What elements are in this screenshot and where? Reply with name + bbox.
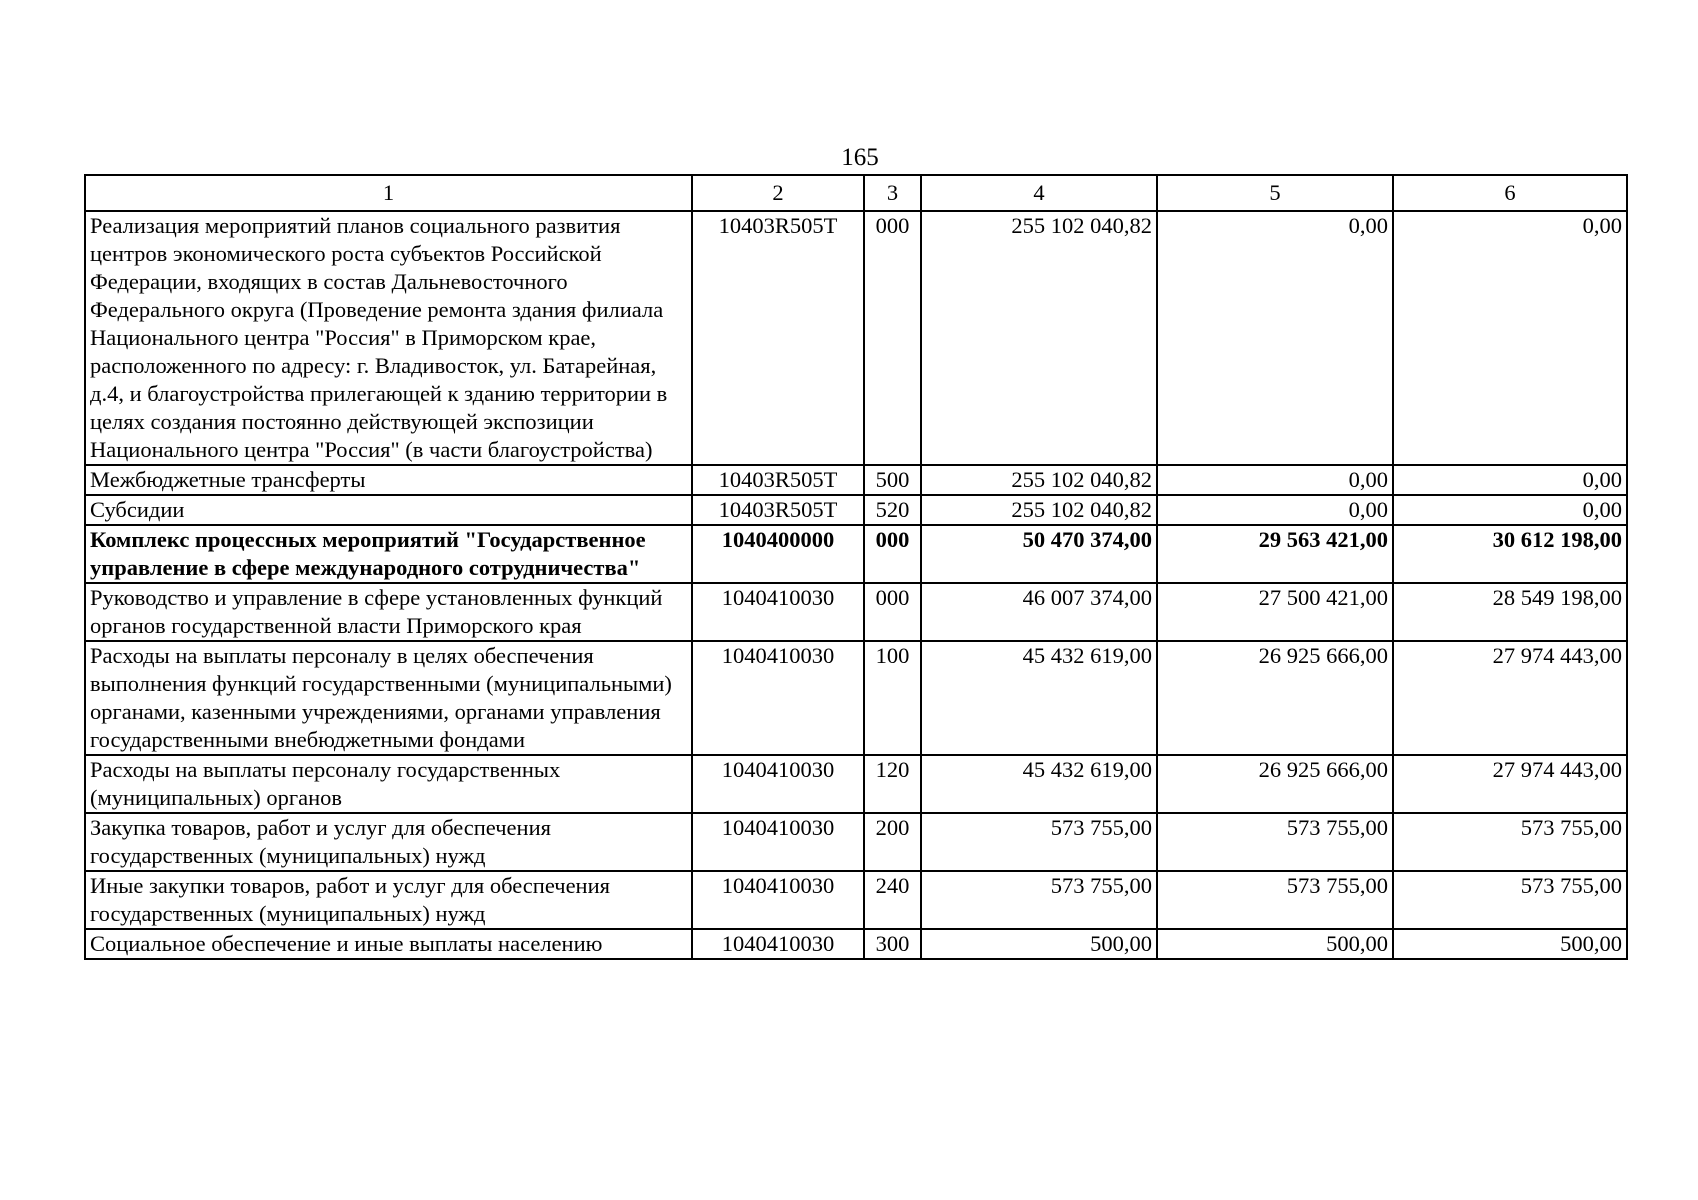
row-value-4-cell: 46 007 374,00 [921, 583, 1157, 641]
column-header-1: 1 [85, 175, 692, 211]
column-header-6: 6 [1393, 175, 1627, 211]
table-header-row [85, 175, 1627, 211]
page-number: 165 [841, 144, 879, 171]
row-code-cell: 1040410030 [692, 871, 864, 929]
table-row [85, 495, 1627, 525]
row-value-6-cell: 573 755,00 [1393, 871, 1627, 929]
column-header-2: 2 [692, 175, 864, 211]
column-header-4: 4 [921, 175, 1157, 211]
table-row [85, 929, 1627, 959]
row-code-cell: 1040410030 [692, 813, 864, 871]
row-code-cell: 1040410030 [692, 583, 864, 641]
table-row [85, 755, 1627, 813]
row-value-5-cell: 29 563 421,00 [1157, 525, 1393, 583]
row-kvr-cell: 520 [864, 495, 921, 525]
table-row [85, 525, 1627, 583]
row-name-cell: Социальное обеспечение и иные выплаты населению [85, 929, 692, 959]
row-code-cell: 1040410030 [692, 641, 864, 755]
row-code-cell: 10403R505T [692, 495, 864, 525]
row-name-cell: Расходы на выплаты персоналу в целях обеспечения выполнения функций государственными (муниципальными) органами, казенными учреждениями, органами управления государственными внебюджетными фондами [85, 641, 692, 755]
row-value-5-cell: 27 500 421,00 [1157, 583, 1393, 641]
row-value-6-cell: 28 549 198,00 [1393, 583, 1627, 641]
row-kvr-cell: 000 [864, 525, 921, 583]
row-name-cell: Руководство и управление в сфере установленных функций органов государственной власти Приморского края [85, 583, 692, 641]
row-kvr-cell: 240 [864, 871, 921, 929]
row-value-5-cell: 0,00 [1157, 495, 1393, 525]
row-kvr-cell: 500 [864, 465, 921, 495]
row-value-4-cell: 500,00 [921, 929, 1157, 959]
table-row [85, 641, 1627, 755]
column-header-5: 5 [1157, 175, 1393, 211]
table-row [85, 465, 1627, 495]
table-row [85, 211, 1627, 465]
row-value-6-cell: 500,00 [1393, 929, 1627, 959]
budget-table-body [85, 175, 1627, 959]
row-value-5-cell: 573 755,00 [1157, 813, 1393, 871]
row-value-4-cell: 45 432 619,00 [921, 755, 1157, 813]
row-value-5-cell: 573 755,00 [1157, 871, 1393, 929]
budget-table [84, 174, 1628, 960]
row-code-cell: 1040410030 [692, 929, 864, 959]
row-value-5-cell: 0,00 [1157, 211, 1393, 465]
table-row [85, 871, 1627, 929]
row-value-4-cell: 255 102 040,82 [921, 465, 1157, 495]
row-code-cell: 10403R505T [692, 465, 864, 495]
row-name-cell: Реализация мероприятий планов социального развития центров экономического роста субъектов Российской Федерации, входящих в состав Дальневосточного Федерального округа (Проведение ремонта здания филиала Национального центра "Россия" в Приморском крае, расположенного по адресу: г. Владивосток, ул. Батарейная, д.4, и благоустройства прилегающей к зданию территории в целях создания постоянно действующей экспозиции Национального центра "Россия" (в части благоустройства) [85, 211, 692, 465]
row-kvr-cell: 300 [864, 929, 921, 959]
row-value-6-cell: 0,00 [1393, 495, 1627, 525]
row-name-cell: Иные закупки товаров, работ и услуг для обеспечения государственных (муниципальных) нужд [85, 871, 692, 929]
row-value-5-cell: 0,00 [1157, 465, 1393, 495]
row-value-6-cell: 0,00 [1393, 211, 1627, 465]
row-name-cell: Субсидии [85, 495, 692, 525]
row-value-4-cell: 255 102 040,82 [921, 495, 1157, 525]
row-value-5-cell: 26 925 666,00 [1157, 755, 1393, 813]
row-kvr-cell: 100 [864, 641, 921, 755]
row-name-cell: Комплекс процессных мероприятий "Государственное управление в сфере международного сотрудничества" [85, 525, 692, 583]
row-value-4-cell: 50 470 374,00 [921, 525, 1157, 583]
row-value-5-cell: 500,00 [1157, 929, 1393, 959]
row-value-5-cell: 26 925 666,00 [1157, 641, 1393, 755]
row-name-cell: Закупка товаров, работ и услуг для обеспечения государственных (муниципальных) нужд [85, 813, 692, 871]
row-value-4-cell: 573 755,00 [921, 813, 1157, 871]
row-value-6-cell: 0,00 [1393, 465, 1627, 495]
row-code-cell: 1040400000 [692, 525, 864, 583]
row-value-6-cell: 27 974 443,00 [1393, 755, 1627, 813]
row-name-cell: Межбюджетные трансферты [85, 465, 692, 495]
row-code-cell: 10403R505T [692, 211, 864, 465]
row-value-4-cell: 45 432 619,00 [921, 641, 1157, 755]
row-value-6-cell: 30 612 198,00 [1393, 525, 1627, 583]
row-kvr-cell: 200 [864, 813, 921, 871]
column-header-3: 3 [864, 175, 921, 211]
row-value-4-cell: 255 102 040,82 [921, 211, 1157, 465]
row-value-4-cell: 573 755,00 [921, 871, 1157, 929]
row-code-cell: 1040410030 [692, 755, 864, 813]
row-kvr-cell: 000 [864, 583, 921, 641]
row-value-6-cell: 27 974 443,00 [1393, 641, 1627, 755]
row-value-6-cell: 573 755,00 [1393, 813, 1627, 871]
row-kvr-cell: 000 [864, 211, 921, 465]
table-row [85, 813, 1627, 871]
row-name-cell: Расходы на выплаты персоналу государственных (муниципальных) органов [85, 755, 692, 813]
row-kvr-cell: 120 [864, 755, 921, 813]
table-row [85, 583, 1627, 641]
